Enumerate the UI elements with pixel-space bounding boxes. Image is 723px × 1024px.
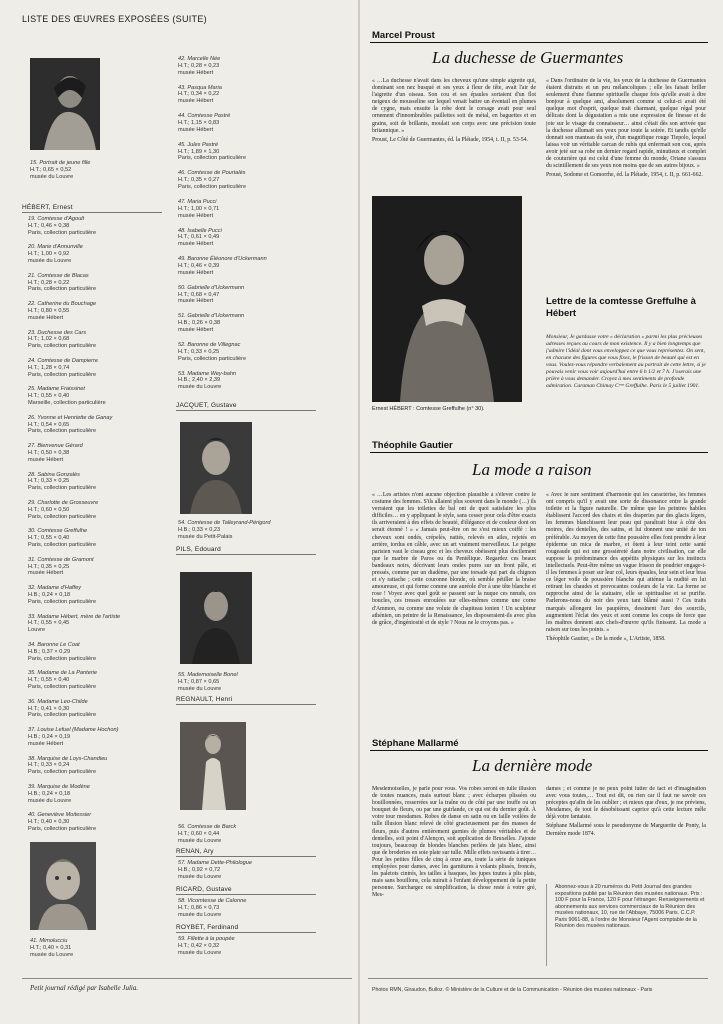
catalogue-entry: 36. Madame Leo-Childe H.T.; 0,41 × 0,30 Paris, collection particulière	[28, 698, 97, 719]
catalogue-entry: 38. Marquise de Loys-Chandieu H.T.; 0,33 × 0,24 Paris, collection particulière	[28, 755, 108, 776]
catalogue-entry: 30. Comtesse Greffulhe H.T.; 0,55 × 0,40 Paris, collection particulière	[28, 528, 97, 548]
entry-15: 15. Portrait de jeune fille H.T.; 0,65 × 0,52 musée du Louvre	[30, 160, 91, 180]
footer-credit-left: Petit journal rédigé par Isabelle Julia.	[30, 984, 139, 992]
portrait-photo-54	[180, 422, 252, 514]
section-ricard: RICARD, Gustave	[176, 886, 232, 893]
gautier-text-right: « Avec le rare sentiment d'harmonie qui les caractérise, les femmes ont compris qu'il y avait une sorte de dissonance entre la grande toilette et la figure naturelle. De même que les peintres habiles établissent l'accord des chairs et des draperies par des glacis légers, les femmes blanchissent leur peau qui paraîtrait bise à côté des moires, des dentelles, des satins, et lui donnent une unité de ton préférable. Au moyen de cette fine poussière elles font prendre à leur épiderme un mica de marbre, et ôtent à leur teint cette santé rougeaude qui est une grossièreté dans notre civilisation, car elle suppose la prédominance des appétits physiques sur les instincts intellectuels. Peut-être même un vague frisson de poudrier engage-t-il les femmes à poser sur leur col, leurs épaules, leur sein et leur bras ce léger voile de poussière blanche qui atténue la nudité en lui retirant les chaudes et provocantes couleurs de la vie. La forme se rapproche ainsi de la statuaire, elle se spiritualise et se purifie. Parlerons-nous du noir des yeux tant blâmé aussi ? Ces traits marqués allongent les paupières, dessinent l'arc des sourcils, augmentent l'éclat des yeux et sont comme les coups de force que les maîtres donnent aux chefs-d'œuvre qu'ils finissent. La mode a raison sur tous les points. » Théophile Gautier, « De la mode », L'Artiste, 1858.	[546, 492, 706, 642]
catalogue-entry: 45. Jules Pastré H.T.; 1,89 × 1,30 Paris, collection particulière	[178, 141, 247, 162]
proust-text-right: « Dans l'ordinaire de la vie, les yeux de la duchesse de Guermantes étaient distraits et un peu mélancoliques ; elle les faisait briller seulement d'une flamme spirituelle chaque fois qu'elle avait à dire bonjour à quelque ami, absolument comme si celui-ci avait été quelque mot d'esprit, quelque trait charmant, quelque régal pour délicats dont la dégustation a mis une expression de finesse et de joie sur le visage du connaisseur… ainsi c'était dès son arrivée que la duchesse allumait ses yeux pour toute la soirée. Et tandis qu'elle donnait son manteau du soir, d'un magnifique rouge Tiepolo, lequel laissa voir un véritable carcan de rubis qui enfermait son cou, après avoir jeté sur sa robe un dernier regard rapide, minutieux et complet de couturière qui est celui d'une femme du monde, Oriane s'assura du scintillement de ses yeux non moins que de ses autres bijoux. » Proust, Sodome et Gomorrhe, éd. la Pléiade, 1954, t. II, p. 661-662.	[546, 78, 706, 179]
section-regnault: REGNAULT, Henri	[176, 696, 233, 703]
footer-credit-right: Photos RMN, Giraudon, Bulloz. © Ministère de la Culture et de la Communication - Réunion des musées nationaux - Paris	[372, 987, 653, 993]
section-jacquet: JACQUET, Gustave	[176, 402, 237, 409]
portrait-photo-56	[180, 722, 246, 810]
catalogue-entry: 49. Baronne Éléonore d'Uckermann H.T.; 0,46 × 0,39 musée Hébert	[178, 256, 267, 276]
catalogue-entry: 20. Marie d'Annunville H.T.; 1,00 × 0,92 musée du Louvre	[28, 244, 83, 264]
subscription-box: Abonnez-vous à 20 numéros du Petit Journal des grandes expositions publié par la Réunion des musées nationaux. Prix : 100 F pour la France, 120 F pour l'étranger. Renseignements et abonnements aux services commerciaux de la Réunion des musées nationaux, 10, rue de l'Abbaye, 75006 Paris. C.C.P. Paris 9061-88, à l'ordre de Monsieur l'Agent comptable de la Réunion des musées nationaux.	[546, 884, 706, 966]
catalogue-entry: 24. Comtesse de Dampierre H.T.; 1,28 × 0,74 Paris, collection particulière	[28, 358, 98, 378]
proust-text-left: « …La duchesse n'avait dans les cheveux qu'une simple aigrette qui, dominant son nez busqué et ses yeux à fleur de tête, avait l'air de l'aigrette d'un oiseau. Son cou et ses épaules sortaient d'un flot neigeux de mousseline sur lequel venait battre un éventail en plumes de cygne, mais ensuite la robe dont le corsage avait pour seul ornement d'innombrables paillettes soit de métal, en baguettes et en grains, soit de brillants, moulait son corps avec une précision toute britannique. » Proust, Le Côté de Guermantes, éd. la Pléiade, 1954, t. II, p. 53-54.	[372, 78, 536, 143]
entry-57: 57. Madame Dette-Philologue H.B.; 0,92 × 0,72 musée du Louvre	[178, 860, 253, 880]
catalogue-entry: 37. Louise Lefuel (Madame Hochon) H.B.; 0,24 × 0,19 musée Hébert	[28, 727, 119, 747]
section-rule	[176, 856, 316, 857]
page-fold	[358, 0, 360, 1024]
catalogue-entry: 22. Catherine du Bouchage H.T.; 0,80 × 0,55 musée Hébert	[28, 301, 97, 321]
catalogue-entry: 40. Geneviève Moitessier H.T.; 0,40 × 0,30 Paris, collection particulière	[28, 812, 97, 832]
portrait-photo-41	[30, 842, 96, 930]
catalogue-entry: 32. Madame d'Haffey H.B.; 0,24 × 0,18 Paris, collection particulière	[28, 585, 97, 605]
catalogue-entry: 52. Baronne de Villegnac H.T.; 0,33 × 0,25 Paris, collection particulière	[178, 342, 247, 362]
section-rule	[176, 410, 316, 411]
catalogue-entry: 46. Comtesse de Pourtalès H.T.; 0,35 × 0,27 Paris, collection particulière	[178, 170, 247, 190]
catalogue-entry: 47. Maria Pucci H.T.; 1,00 × 0,71 musée Hébert	[178, 199, 220, 219]
catalogue-entry: 48. Isabelle Pucci H.T.; 0,61 × 0,49 musée Hébert	[178, 227, 222, 248]
list-title: LISTE DES ŒUVRES EXPOSÉES (SUITE)	[22, 14, 207, 24]
catalogue-entry: 34. Baronne Le Coat H.B.; 0,37 × 0,29 Paris, collection particulière	[28, 642, 97, 662]
greffulhe-portrait-photo	[372, 196, 522, 402]
entry-59: 59. Fillette à la poupée H.T.; 0,42 × 0,32 musée du Louvre	[178, 936, 235, 956]
catalogue-entry: 19. Comtesse d'Agoult H.T.; 0,46 × 0,38 Paris, collection particulière	[28, 216, 97, 236]
catalogue-entry: 31. Comtesse de Gramont H.T.; 0,35 × 0,25 musée Hébert	[28, 556, 94, 577]
lettre-body: Monsieur, Je gardasse votre « déclaration » parmi les plus précieuses adresses reçues au cours de mon existence. Il y a bien longtemps que j'admire l'idéal dont vous enveloppez ce que vous représentez. On sent, en chacune des figures que vous fixez, le frisson de beauté qui est en vous. Voulez-vous répondre verbalement au portrait de cette lettre, si je pouvais venir vous voir aujourd'hui entre 6 h 1/2 et 7 h. J'oserais une prière à vous demander. Croyez à mes sentiments de profonde admiration. Caraman Chimay Cᵉˢˢᵉ Greffulhe. Paris le 5 juillet 1901.	[546, 334, 706, 389]
mallarme-text-left: Mesdemoiselles, je parle pour vous. Vos robes seront en tulle illusion de toutes nuances, mais surtout blanc ; avec écharpes plissées ou bouillonnées, resserrées sur la traîne ou de côté par une touffe ou un bouquet de fleurs, ou par une guirlande, ce qui est du dernier goût. À votre tour mesdames. Robes de danse en satin ou en faille voilées de tulle illusion blanc relevé de côté gracieusement par des masses de fleurs, puis d'autres entièrement garnies de plumes véritables et de dentelles, soit point d'Alençon, soit application de Bruxelles. J'ajoute toujours, beaucoup de blondes blanches perlées de jais blanc, ainsi que de broderies en soie plate sur tulle. Mille effets ravissants à tirer… Pour les petites filles de cinq à onze ans, toute la série de tuniques employées pour dames, avec les garnitures à volants plissés, froncés, les paletots cintrés, les tailles à basques, les jupes toutes à plis plats, mais sans bouillons, cela nuirait à l'enfant développement de la petite personne. Surchargez ou simplification, la chose reste à votre gré, Mes-	[372, 786, 536, 899]
greffulhe-caption: Ernest HÉBERT : Comtesse Greffulhe (n° 30).	[372, 406, 485, 412]
catalogue-entry: 42. Marcelle Née H.T.; 0,28 × 0,23 musée Hébert	[178, 56, 221, 76]
catalogue-entry: 51. Gabrielle d'Uckermann H.B.; 0,26 × 0,38 musée Hébert	[178, 313, 245, 333]
headline-mallarme: La dernière mode	[472, 756, 593, 775]
footer-rule-right	[368, 978, 708, 979]
catalogue-entry: 28. Sabina Gonzalès H.T.; 0,33 × 0,25 Paris, collection particulière	[28, 471, 97, 492]
portrait-photo-55	[180, 572, 252, 664]
section-rule	[176, 932, 316, 933]
section-hebert: HÉBERT, Ernest	[22, 204, 73, 211]
author-rule	[370, 42, 708, 43]
entry-55: 55. Mademoiselle Bonel H.T.; 0,87 × 0,65 musée du Louvre	[178, 672, 238, 692]
section-rule	[176, 704, 316, 705]
catalogue-entry: 35. Madame de La Panterie H.T.; 0,55 × 0,40 Paris, collection particulière	[28, 670, 98, 690]
catalogue-entry: 21. Comtesse de Blacas H.T.; 0,28 × 0,22 Paris, collection particulière	[28, 272, 97, 293]
headline-gautier: La mode a raison	[472, 460, 592, 479]
section-rule	[176, 554, 316, 555]
section-rule	[176, 894, 316, 895]
headline-proust: La duchesse de Guermantes	[432, 48, 624, 67]
author-rule	[370, 452, 708, 453]
entry-54: 54. Comtesse de Talleyrand-Périgord H.B.; 0,33 × 0,23 musée du Petit-Palais	[178, 520, 271, 540]
author-proust: Marcel Proust	[372, 30, 435, 41]
author-rule	[370, 750, 708, 751]
lettre-title: Lettre de la comtesse Greffulhe à Hébert	[546, 296, 696, 319]
section-rule	[22, 212, 162, 213]
footer-rule-left	[22, 978, 352, 979]
catalogue-entry: 39. Marquise de Modène H.B.; 0,24 × 0,18 musée du Louvre	[28, 784, 90, 804]
catalogue-entry: 33. Madame Hébert, mère de l'artiste H.T.; 0,55 × 0,45 Louvre	[28, 613, 121, 634]
catalogue-entry: 27. Bienvenue Gérard H.T.; 0,50 × 0,38 musée Hébert	[28, 443, 83, 463]
mallarme-text-right: dames ; et comme je ne peux point lutter de tact et d'imagination avec vous toutes,… Tout est dit, ou rien car il faut ne savoir ces préceptes qu'afin de les oublier ; et mieux que d'eux, je me préviens, Mesdames, de tout le désobéissant caprice qu'à cette lecture mêle déjà votre fantaisie. Stéphane Mallarmé sous le pseudonyme de Marguerite de Ponty, la Dernière mode 1874.	[546, 786, 706, 837]
author-mallarme: Stéphane Mallarmé	[372, 738, 459, 749]
catalogue-entry: 29. Charlotte de Grosseuvre H.T.; 0,60 × 0,50 Paris, collection particulière	[28, 500, 99, 520]
catalogue-entry: 25. Madame Fraissinet H.T.; 0,55 × 0,40 Marseille, collection particulière	[28, 386, 106, 406]
section-renan: RENAN, Ary	[176, 848, 214, 855]
catalogue-entry: 43. Pasqua Maria H.T.; 0,34 × 0,22 musée Hébert	[178, 84, 222, 105]
catalogue-entry: 26. Yvonne et Henriette de Ganay H.T.; 0,54 × 0,65 Paris, collection particulière	[28, 414, 113, 435]
entry-58: 58. Vicomtesse de Calonne H.T.; 0,86 × 0,73 musée du Louvre	[178, 898, 247, 918]
entry-56: 56. Comtesse de Barck H.T.; 0,60 × 0,44 musée du Louvre	[178, 824, 237, 844]
catalogue-entry: 50. Gabrielle d'Uckermann H.T.; 0,68 × 0,47 musée Hébert	[178, 284, 245, 305]
catalogue-entry: 23. Duchesse des Cars H.T.; 1,02 × 0,68 Paris, collection particulière	[28, 329, 97, 350]
gautier-text-left: « …Les artistes n'ont aucune objection plausible à s'élever contre le costume des femmes. S'ils allaient plus souvent dans le monde (…) ils verraient que les toilettes de bal ont de quoi satisfaire les plus difficiles… en y appliquant le style, sans cesser pour cela d'être exacts ils arriveraient à des effets de beauté, d'élégance et de couleur dont on serait étonné ! » « Jamais peut-être on ne s'est mieux coiffé : les cheveux sont ondés, crépelés, nattés, relevés en ailes, rejetés en arrière, tordus en câble, avec un art vraiment merveilleux. Le peigne parisien vaut le ciseau grec et les cheveux obéissent plus docilement que le marbre de Paros ou du Pentélique. Regardez ces beaux bandeaux noirs, décrivant leurs ondes pures sur un front pâle, et pressés, comme par un diadème, par une torsade qui part du chignon et s'y rattache ; cette couronne blonde, où semble pétiller la braise amoureuse, et qui forme comme une auréole d'or à une tête blanche et rose ! Voyez avec quel goût se passent sur la nuque ces nœuds, ces boucles, ces tresses enroulées sur elles-mêmes comme une corne d'Ammon, ou comme une volute de chapiteau ionien ! Un sculpteur athénien, un peintre de la Renaissance, les disposeraient-ils avec plus de grâce, d'ingéniosité et de style ? Nous ne le croyons pas. »	[372, 492, 536, 626]
section-pils: PILS, Edouard	[176, 546, 221, 553]
author-gautier: Théophile Gautier	[372, 440, 453, 451]
entry-41: 41. Mimolucciu H.T.; 0,40 × 0,31 musée du Louvre	[30, 938, 74, 958]
portrait-photo-15	[30, 58, 100, 150]
catalogue-entry: 53. Madame Wey-bahn H.B.; 2,40 × 2,39 musée du Louvre	[178, 370, 237, 391]
catalogue-entry: 44. Comtesse Pastré H.T.; 1,15 × 0,83 musée Hébert	[178, 113, 231, 133]
section-roybet: ROYBET, Ferdinand	[176, 924, 239, 931]
